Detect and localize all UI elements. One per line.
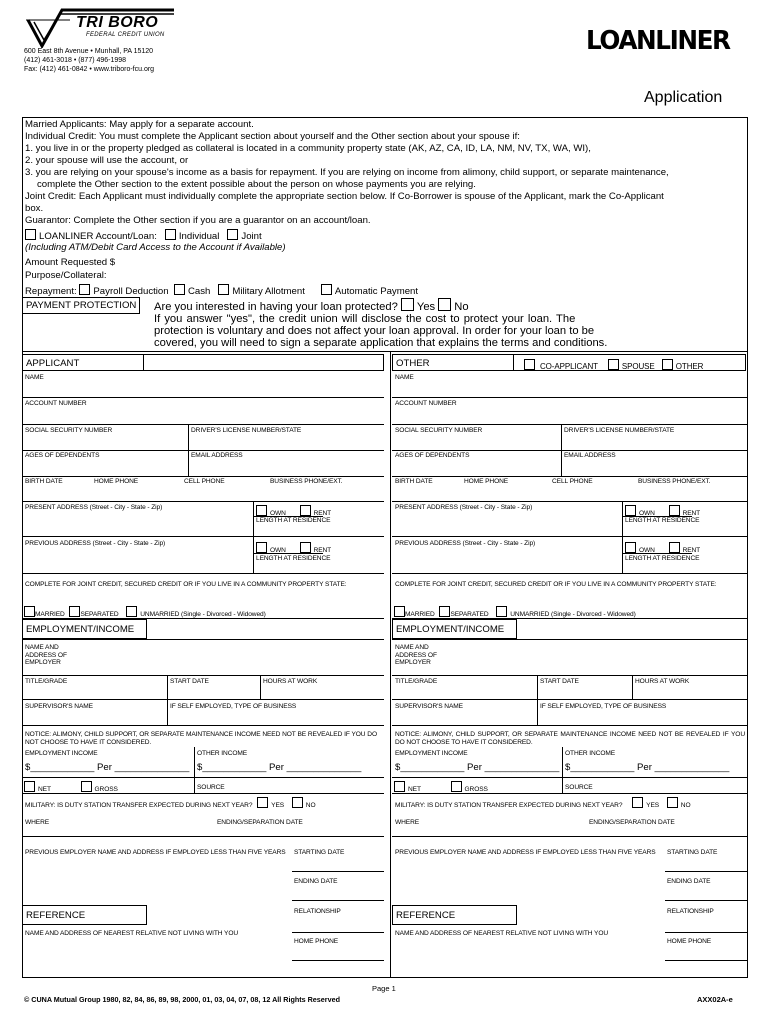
business-phone-label[interactable]: BUSINESS PHONE/EXT. bbox=[270, 478, 343, 485]
cash-checkbox[interactable] bbox=[174, 284, 185, 295]
relationship-label[interactable]: RELATIONSHIP bbox=[294, 908, 341, 915]
individual-label: Individual bbox=[178, 231, 220, 242]
start-date-label[interactable]: START DATE bbox=[170, 678, 209, 685]
other-military-row bbox=[395, 797, 691, 810]
spouse-label: SPOUSE bbox=[621, 362, 655, 371]
other-name-label[interactable]: NAME bbox=[395, 374, 414, 381]
other-unmarried-checkbox[interactable] bbox=[496, 606, 507, 617]
other-gross-checkbox[interactable] bbox=[451, 781, 462, 792]
other-relationship-label[interactable]: RELATIONSHIP bbox=[667, 908, 714, 915]
supervisor-label[interactable]: SUPERVISOR'S NAME bbox=[25, 703, 93, 710]
present-address-label[interactable]: PRESENT ADDRESS (Street - City - State - Zip) bbox=[25, 504, 163, 511]
loanliner-logo: LOANLINER bbox=[586, 26, 730, 56]
title-grade-label[interactable]: TITLE/GRADE bbox=[25, 678, 68, 685]
applicant-column bbox=[22, 352, 384, 978]
applicant-heading-label: APPLICANT bbox=[26, 358, 80, 369]
other-column bbox=[392, 352, 748, 978]
married-checkbox[interactable] bbox=[24, 606, 35, 617]
other-military-yes-checkbox[interactable] bbox=[632, 797, 643, 808]
atm-note: (Including ATM/Debit Card Access to the Account if Available) bbox=[25, 242, 286, 253]
other-joint-credit-note: COMPLETE FOR JOINT CREDIT, SECURED CREDIT OR IF YOU LIVE IN A COMMUNITY PROPERTY STATE: bbox=[395, 581, 717, 588]
rent-label: RENT bbox=[313, 547, 332, 554]
net-checkbox[interactable] bbox=[24, 781, 35, 792]
other-home-phone-label[interactable]: HOME PHONE bbox=[464, 478, 509, 485]
other-reference-heading bbox=[392, 905, 517, 925]
pp-line4: covered, you will need to sign a separate application that explains the terms and conditions. bbox=[154, 337, 608, 349]
other-starting-date-label[interactable]: STARTING DATE bbox=[667, 849, 718, 856]
other-present-address-label[interactable]: PRESENT ADDRESS (Street - City - State - Zip) bbox=[395, 504, 533, 511]
own-label: OWN bbox=[639, 547, 655, 554]
other-email-label[interactable]: EMAIL ADDRESS bbox=[564, 452, 616, 459]
military-allotment-checkbox[interactable] bbox=[218, 284, 229, 295]
applicant-employment-heading bbox=[22, 619, 147, 639]
self-employed-label[interactable]: IF SELF EMPLOYED, TYPE OF BUSINESS bbox=[170, 703, 297, 710]
amount-requested-label: Amount Requested $ bbox=[25, 257, 116, 268]
other-net-checkbox[interactable] bbox=[394, 781, 405, 792]
ending-separation-label[interactable]: ENDING/SEPARATION DATE bbox=[217, 819, 303, 826]
married-label: MARRIED bbox=[405, 611, 435, 618]
unmarried-label: UNMARRIED (Single - Divorced - Widowed) bbox=[510, 611, 636, 618]
source-label[interactable]: SOURCE bbox=[197, 784, 225, 791]
instruction-line: Guarantor: Complete the Other section if you are a guarantor on an account/loan. bbox=[25, 215, 371, 226]
joint-credit-note: COMPLETE FOR JOINT CREDIT, SECURED CREDIT OR IF YOU LIVE IN A COMMUNITY PROPERTY STATE: bbox=[25, 581, 347, 588]
present-own-checkbox[interactable] bbox=[256, 505, 267, 516]
other-heading bbox=[392, 354, 746, 371]
pp-line3: protection is voluntary and does not affect your loan approval. In order for your loan to be bbox=[154, 325, 595, 337]
other-other-income-amount[interactable]: $____________ Per ______________ bbox=[565, 762, 730, 773]
pp-yes-label: Yes bbox=[416, 301, 436, 313]
separated-checkbox[interactable] bbox=[69, 606, 80, 617]
other-account-number-label[interactable]: ACCOUNT NUMBER bbox=[395, 400, 457, 407]
nearest-relative-label[interactable]: NAME AND ADDRESS OF NEAREST RELATIVE NOT LIVING WITH YOU bbox=[25, 930, 239, 937]
gross-label: GROSS bbox=[94, 786, 118, 793]
other-military-no-checkbox[interactable] bbox=[667, 797, 678, 808]
instruction-line: Married Applicants: May apply for a separate account. bbox=[25, 119, 254, 130]
copyright: © CUNA Mutual Group 1980, 82, 84, 86, 89, 98, 2000, 01, 03, 04, 07, 08, 12 All Rights Reserved bbox=[24, 995, 340, 1004]
military-row bbox=[25, 797, 316, 810]
other-notice-label: NOTICE: ALIMONY, CHILD SUPPORT, OR SEPARATE MAINTENANCE INCOME NEED NOT BE REVEALED IF YOU DO NOT CHOOSE TO HAVE IT CONSIDERED. bbox=[395, 731, 745, 746]
payment-protection-heading: PAYMENT PROTECTION bbox=[22, 297, 140, 314]
previous-rent-checkbox[interactable] bbox=[300, 542, 311, 553]
other-cell-phone-label[interactable]: CELL PHONE bbox=[552, 478, 593, 485]
page-number: Page 1 bbox=[372, 984, 396, 993]
military-yes-label: YES bbox=[271, 802, 285, 809]
ref-home-phone-label[interactable]: HOME PHONE bbox=[294, 938, 339, 945]
other-marital-status-row bbox=[394, 606, 636, 619]
joint-checkbox[interactable] bbox=[227, 229, 238, 240]
where-label[interactable]: WHERE bbox=[25, 819, 50, 826]
employment-income-amount[interactable]: $____________ Per ______________ bbox=[25, 762, 190, 773]
military-label: MILITARY: IS DUTY STATION TRANSFER EXPECTED DURING NEXT YEAR? bbox=[25, 802, 253, 809]
employment-heading-label: EMPLOYMENT/INCOME bbox=[396, 624, 505, 635]
other-hours-label[interactable]: HOURS AT WORK bbox=[635, 678, 690, 685]
form-code: AXX02A-e bbox=[697, 995, 733, 1004]
rent-label: RENT bbox=[682, 547, 701, 554]
military-label: MILITARY: IS DUTY STATION TRANSFER EXPECTED DURING NEXT YEAR? bbox=[395, 802, 623, 809]
co-applicant-label: CO-APPLICANT bbox=[540, 362, 598, 371]
other-employment-income-label[interactable]: EMPLOYMENT INCOME bbox=[395, 750, 468, 757]
other-ages-label[interactable]: AGES OF DEPENDENTS bbox=[395, 452, 470, 459]
ending-date-label[interactable]: ENDING DATE bbox=[294, 878, 338, 885]
pp-yes-checkbox[interactable] bbox=[401, 298, 414, 311]
other-net-gross-row bbox=[394, 781, 488, 794]
pp-no-label: No bbox=[454, 301, 469, 313]
previous-own-checkbox[interactable] bbox=[256, 542, 267, 553]
other-present-rent-checkbox[interactable] bbox=[669, 505, 680, 516]
other-previous-own-checkbox[interactable] bbox=[625, 542, 636, 553]
present-rent-checkbox[interactable] bbox=[300, 505, 311, 516]
marital-status-row bbox=[24, 606, 266, 619]
other-source-label[interactable]: SOURCE bbox=[565, 784, 593, 791]
cash-label: Cash bbox=[187, 286, 211, 297]
payroll-deduction-label: Payroll Deduction bbox=[93, 286, 169, 297]
other-checkbox[interactable] bbox=[662, 359, 673, 370]
other-ref-home-phone-label[interactable]: HOME PHONE bbox=[667, 938, 712, 945]
other-ssn-label[interactable]: SOCIAL SECURITY NUMBER bbox=[395, 427, 483, 434]
gross-checkbox[interactable] bbox=[81, 781, 92, 792]
joint-label: Joint bbox=[241, 231, 262, 242]
instruction-line: 1. you live in or the property pledged as collateral is located in a community property state (AK, AZ, CA, ID, LA, NM, NV, TX, WA, WI), bbox=[25, 143, 591, 154]
unmarried-checkbox[interactable] bbox=[126, 606, 137, 617]
cu-address-line3: Fax: (412) 461-0842 • www.triboro-fcu.org bbox=[24, 66, 155, 73]
co-applicant-checkbox[interactable] bbox=[524, 359, 535, 370]
other-employment-heading bbox=[392, 619, 517, 639]
other-dl-label[interactable]: DRIVER'S LICENSE NUMBER/STATE bbox=[564, 427, 675, 434]
applicant-heading bbox=[22, 354, 384, 371]
present-length-label[interactable]: LENGTH AT RESIDENCE bbox=[256, 517, 331, 524]
other-separated-checkbox[interactable] bbox=[439, 606, 450, 617]
rent-label: RENT bbox=[313, 510, 332, 517]
other-employment-income-amount[interactable]: $____________ Per ______________ bbox=[395, 762, 560, 773]
birth-date-label[interactable]: BIRTH DATE bbox=[25, 478, 63, 485]
other-previous-length-label[interactable]: LENGTH AT RESIDENCE bbox=[625, 555, 700, 562]
repayment-row bbox=[25, 284, 418, 298]
spouse-checkbox[interactable] bbox=[608, 359, 619, 370]
military-no-label: NO bbox=[680, 802, 691, 809]
other-heading-label: OTHER bbox=[396, 358, 430, 369]
individual-checkbox[interactable] bbox=[165, 229, 176, 240]
hours-label[interactable]: HOURS AT WORK bbox=[263, 678, 318, 685]
rent-label: RENT bbox=[682, 510, 701, 517]
instruction-line: complete the Other section to the extent possible about the person on whose payments you are relying. bbox=[37, 179, 476, 190]
unmarried-label: UNMARRIED (Single - Divorced - Widowed) bbox=[140, 611, 266, 618]
instructions bbox=[25, 119, 745, 227]
other-married-checkbox[interactable] bbox=[394, 606, 405, 617]
other-previous-employer-label[interactable]: PREVIOUS EMPLOYER NAME AND ADDRESS IF EMPLOYED LESS THAN FIVE YEARS bbox=[395, 849, 656, 856]
automatic-payment-label: Automatic Payment bbox=[334, 286, 419, 297]
pp-question: Are you interested in having your loan protected? bbox=[154, 301, 398, 313]
applicant-reference-heading bbox=[22, 905, 147, 925]
other-present-length-label[interactable]: LENGTH AT RESIDENCE bbox=[625, 517, 700, 524]
other-business-phone-label[interactable]: BUSINESS PHONE/EXT. bbox=[638, 478, 711, 485]
automatic-payment-checkbox[interactable] bbox=[321, 284, 332, 295]
other-income-amount[interactable]: $____________ Per ______________ bbox=[197, 762, 362, 773]
other-income-label[interactable]: OTHER INCOME bbox=[197, 750, 248, 757]
other-other-income-label[interactable]: OTHER INCOME bbox=[565, 750, 616, 757]
other-birth-date-label[interactable]: BIRTH DATE bbox=[395, 478, 433, 485]
other-title-grade-label[interactable]: TITLE/GRADE bbox=[395, 678, 438, 685]
pp-no-checkbox[interactable] bbox=[438, 298, 451, 311]
employer-label[interactable]: NAME AND ADDRESS OF EMPLOYER bbox=[25, 644, 67, 667]
account-number-label[interactable]: ACCOUNT NUMBER bbox=[25, 400, 87, 407]
instruction-line: 2. your spouse will use the account, or bbox=[25, 155, 189, 166]
net-label: NET bbox=[408, 786, 421, 793]
own-label: OWN bbox=[270, 547, 286, 554]
account-loan-label: LOANLINER Account/Loan: bbox=[39, 231, 157, 242]
other-type-row bbox=[524, 359, 703, 371]
reference-heading-label: REFERENCE bbox=[26, 910, 86, 921]
previous-employer-label[interactable]: PREVIOUS EMPLOYER NAME AND ADDRESS IF EMPLOYED LESS THAN FIVE YEARS bbox=[25, 849, 286, 856]
own-label: OWN bbox=[270, 510, 286, 517]
pp-line2: If you answer "yes", the credit union will disclose the cost to protect your loan. The bbox=[154, 313, 576, 325]
cu-name: TRI BORO bbox=[76, 14, 159, 31]
ssn-label[interactable]: SOCIAL SECURITY NUMBER bbox=[25, 427, 113, 434]
instruction-line: Individual Credit: You must complete the Applicant section about yourself and the Other section about your spouse if: bbox=[25, 131, 520, 142]
instruction-line: Joint Credit: Each Applicant must individually complete the appropriate section below. If Co-Borrower is spouse of the Applicant, mark the Co-Applicant bbox=[25, 191, 664, 202]
own-label: OWN bbox=[639, 510, 655, 517]
cell-phone-label[interactable]: CELL PHONE bbox=[184, 478, 225, 485]
cu-address-line2: (412) 461-3018 • (877) 496-1998 bbox=[24, 57, 127, 64]
dl-label[interactable]: DRIVER'S LICENSE NUMBER/STATE bbox=[191, 427, 302, 434]
cu-subtitle: FEDERAL CREDIT UNION bbox=[86, 32, 165, 38]
payment-protection-text bbox=[154, 298, 607, 349]
other-present-own-checkbox[interactable] bbox=[625, 505, 636, 516]
other-ending-separation-label[interactable]: ENDING/SEPARATION DATE bbox=[589, 819, 675, 826]
other-where-label[interactable]: WHERE bbox=[395, 819, 420, 826]
separated-label: SEPARATED bbox=[80, 611, 119, 618]
repayment-label: Repayment: bbox=[25, 286, 77, 297]
other-ending-date-label[interactable]: ENDING DATE bbox=[667, 878, 711, 885]
loanliner-checkbox[interactable] bbox=[25, 229, 36, 240]
net-gross-row bbox=[24, 781, 118, 794]
other-start-date-label[interactable]: START DATE bbox=[540, 678, 579, 685]
purpose-label: Purpose/Collateral: bbox=[25, 270, 107, 281]
other-employer-label[interactable]: NAME AND ADDRESS OF EMPLOYER bbox=[395, 644, 437, 667]
home-phone-label[interactable]: HOME PHONE bbox=[94, 478, 139, 485]
instruction-line: box. bbox=[25, 203, 44, 214]
employment-heading-label: EMPLOYMENT/INCOME bbox=[26, 624, 135, 635]
gross-label: GROSS bbox=[464, 786, 488, 793]
married-label: MARRIED bbox=[35, 611, 65, 618]
other-previous-rent-checkbox[interactable] bbox=[669, 542, 680, 553]
separated-label: SEPARATED bbox=[450, 611, 489, 618]
name-label[interactable]: NAME bbox=[25, 374, 44, 381]
military-no-label: NO bbox=[305, 802, 316, 809]
military-allotment-label: Military Allotment bbox=[232, 286, 305, 297]
previous-length-label[interactable]: LENGTH AT RESIDENCE bbox=[256, 555, 331, 562]
account-loan-row bbox=[25, 229, 262, 243]
other-supervisor-label[interactable]: SUPERVISOR'S NAME bbox=[395, 703, 463, 710]
other-previous-address-label[interactable]: PREVIOUS ADDRESS (Street - City - State - Zip) bbox=[395, 540, 536, 547]
cu-address-line1: 600 East 8th Avenue • Munhall, PA 15120 bbox=[24, 48, 154, 55]
previous-address-label[interactable]: PREVIOUS ADDRESS (Street - City - State - Zip) bbox=[25, 540, 166, 547]
net-label: NET bbox=[38, 786, 51, 793]
other-nearest-relative-label[interactable]: NAME AND ADDRESS OF NEAREST RELATIVE NOT LIVING WITH YOU bbox=[395, 930, 609, 937]
employment-income-label[interactable]: EMPLOYMENT INCOME bbox=[25, 750, 98, 757]
starting-date-label[interactable]: STARTING DATE bbox=[294, 849, 345, 856]
instruction-line: 3. you are relying on your spouse's income as a basis for repayment. If you are relying on income from alimony, child support, or separate maintenance, bbox=[25, 167, 669, 178]
military-no-checkbox[interactable] bbox=[292, 797, 303, 808]
other-label: OTHER bbox=[675, 362, 704, 371]
military-yes-checkbox[interactable] bbox=[257, 797, 268, 808]
ages-label[interactable]: AGES OF DEPENDENTS bbox=[25, 452, 100, 459]
military-yes-label: YES bbox=[646, 802, 660, 809]
page-title: Application bbox=[644, 89, 723, 106]
email-label[interactable]: EMAIL ADDRESS bbox=[191, 452, 243, 459]
reference-heading-label: REFERENCE bbox=[396, 910, 456, 921]
payroll-deduction-checkbox[interactable] bbox=[79, 284, 90, 295]
notice-label: NOTICE: ALIMONY, CHILD SUPPORT, OR SEPARATE MAINTENANCE INCOME NEED NOT BE REVEALED IF YOU DO NOT CHOOSE TO HAVE IT CONSIDERED. bbox=[25, 731, 377, 746]
other-self-employed-label[interactable]: IF SELF EMPLOYED, TYPE OF BUSINESS bbox=[540, 703, 667, 710]
